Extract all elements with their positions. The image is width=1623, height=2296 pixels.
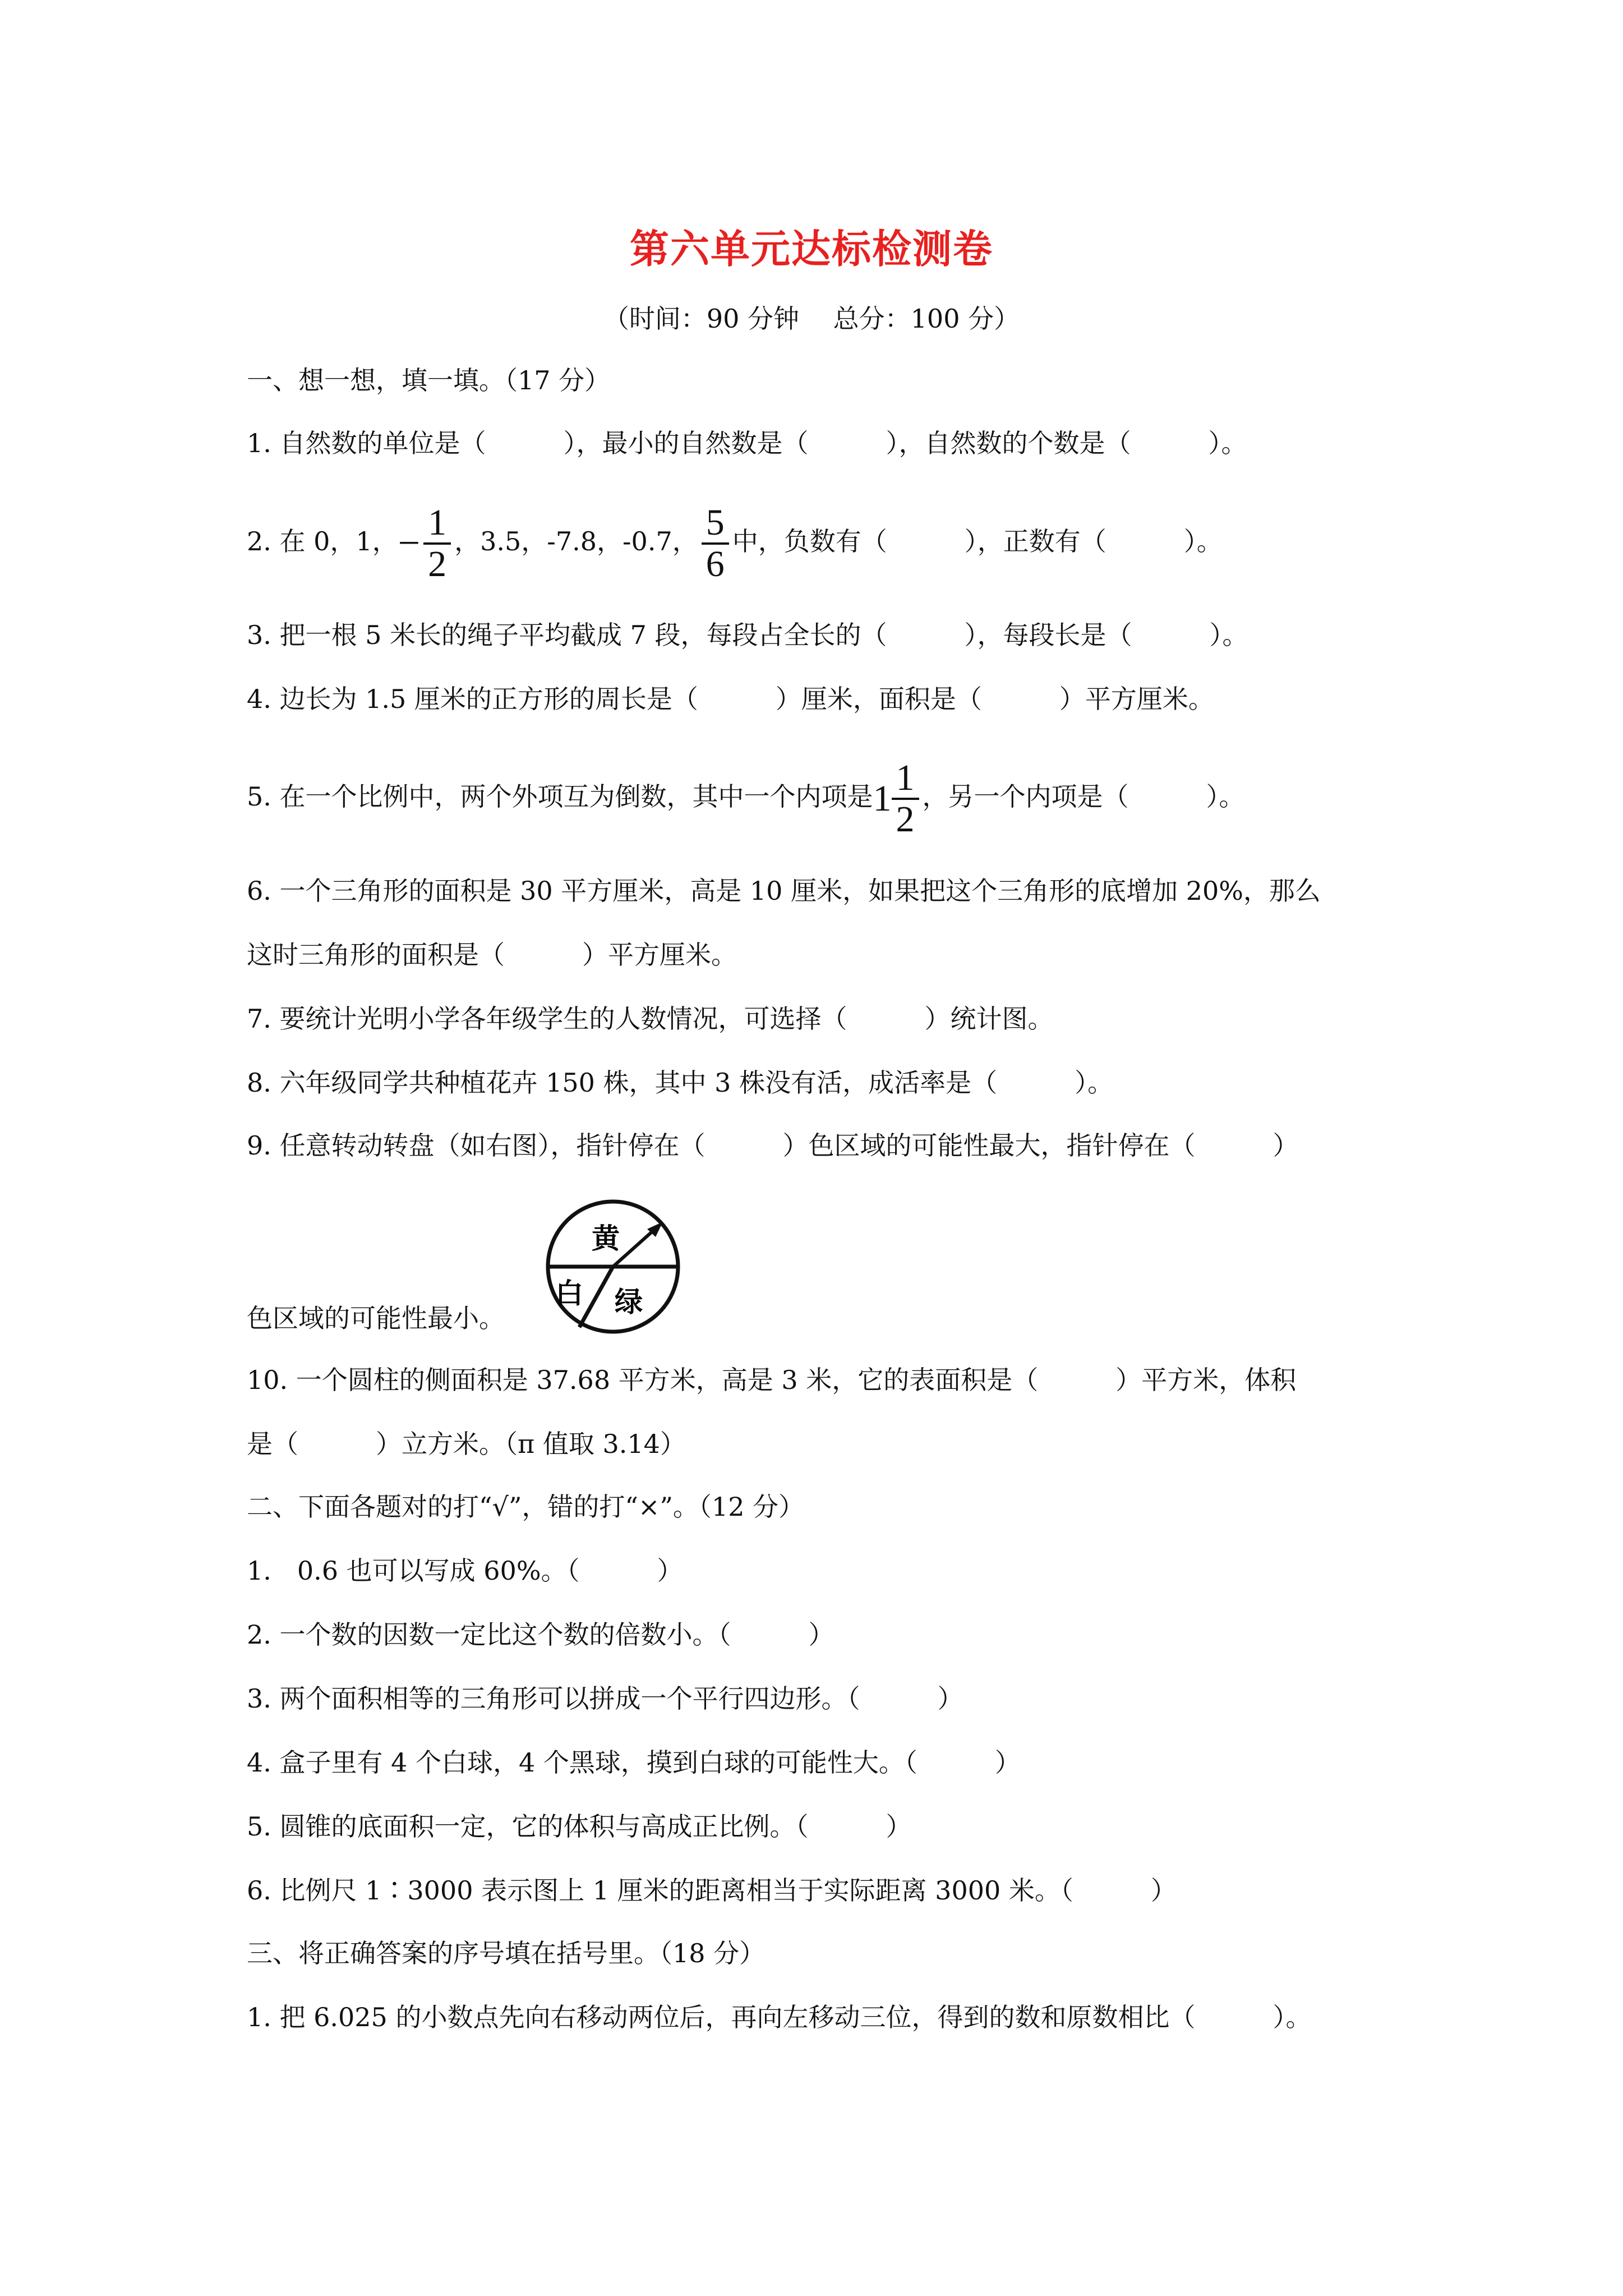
judge-item-5: 5. 圆锥的底面积一定，它的体积与高成正比例。（ ） [247,1811,912,1842]
q5-numerator: 1 [896,757,915,798]
spinner-label-top: 黄 [592,1222,620,1255]
question-1-6-line2: 这时三角形的面积是（ ）平方厘米。 [247,940,737,970]
section2-heading: 二、下面各题对的打“√”，错的打“×”。（12 分） [247,1492,805,1522]
judge-item-3: 3. 两个面积相等的三角形可以拼成一个平行四边形。（ ） [247,1683,963,1714]
q5-whole-number: 1 [873,778,892,819]
judge-item-4: 4. 盒子里有 4 个白球，4 个黑球，摸到白球的可能性大。（ ） [247,1747,1021,1778]
choice-question-1: 1. 把 6.025 的小数点先向右移动两位后，再向左移动三位，得到的数和原数相比（ ）。 [247,2002,1312,2032]
q5-denominator: 2 [896,799,915,840]
question-1-9-line2: 色区域的可能性最小。 [247,1303,505,1333]
q2-prefix: 2. 在 0，1， [247,526,398,556]
q5-fraction [892,758,919,839]
q2-middle: ，3.5，-7.8，-0.7， [454,526,698,556]
q2-frac1-numerator: 1 [428,502,447,543]
spinner-label-right: 绿 [615,1286,643,1318]
judge-item-1: 1. 0.6 也可以写成 60%。（ ） [247,1556,683,1586]
page-title: 第六单元达标检测卷 [630,226,993,272]
question-1-3: 3. 把一根 5 米长的绳子平均截成 7 段，每段占全长的（ ），每段长是（ ）。 [247,620,1248,650]
q2-fraction-1 [423,503,451,584]
question-1-4: 4. 边长为 1.5 厘米的正方形的周长是（ ）厘米，面积是（ ）平方厘米。 [247,684,1214,714]
q2-frac2-denominator: 6 [706,544,725,585]
question-1-9-line1: 9. 任意转动转盘（如右图），指针停在（ ）色区域的可能性最大，指针停在（ ） [247,1130,1299,1161]
q5-suffix: ，另一个内项是（ ）。 [922,781,1245,812]
spinner-label-left: 白 [555,1277,583,1310]
section3-heading: 三、将正确答案的序号填在括号里。（18 分） [247,1938,766,1968]
q5-prefix: 5. 在一个比例中，两个外项互为倒数，其中一个内项是 [247,781,873,812]
question-1-10-line2: 是（ ）立方米。（π 值取 3.14） [247,1429,686,1459]
q2-minus-sign: − [398,522,421,565]
q2-fraction-2 [702,503,729,584]
question-1-6-line1: 6. 一个三角形的面积是 30 平方厘米，高是 10 厘米，如果把这个三角形的底增加 20%，那么 [247,876,1321,906]
q2-suffix: 中，负数有（ ），正数有（ ）。 [732,526,1223,556]
question-1-2 [247,499,1223,586]
section1-heading: 一、想一想，填一填。（17 分） [247,365,611,395]
q2-frac1-denominator: 2 [428,544,447,585]
judge-item-6: 6. 比例尺 1∶3000 表示图上 1 厘米的距离相当于实际距离 3000 米。（ ） [247,1875,1177,1906]
exam-info: （时间：90 分钟 总分：100 分） [603,303,1020,334]
question-1-5 [247,754,1245,841]
judge-item-2: 2. 一个数的因数一定比这个数的倍数小。（ ） [247,1619,834,1650]
spinner-divider-lower [579,1267,613,1327]
question-1-1: 1. 自然数的单位是（ ），最小的自然数是（ ），自然数的个数是（ ）。 [247,428,1247,458]
question-1-7: 7. 要统计光明小学各年级学生的人数情况，可选择（ ）统计图。 [247,1004,1054,1034]
q2-frac2-numerator: 5 [706,502,725,543]
question-1-8: 8. 六年级同学共种植花卉 150 株，其中 3 株没有活，成活率是（ ）。 [247,1068,1114,1098]
spinner-diagram [543,1197,683,1337]
question-1-10-line1: 10. 一个圆柱的侧面积是 37.68 平方米，高是 3 米，它的表面积是（ ）平方米，体积 [247,1365,1297,1395]
